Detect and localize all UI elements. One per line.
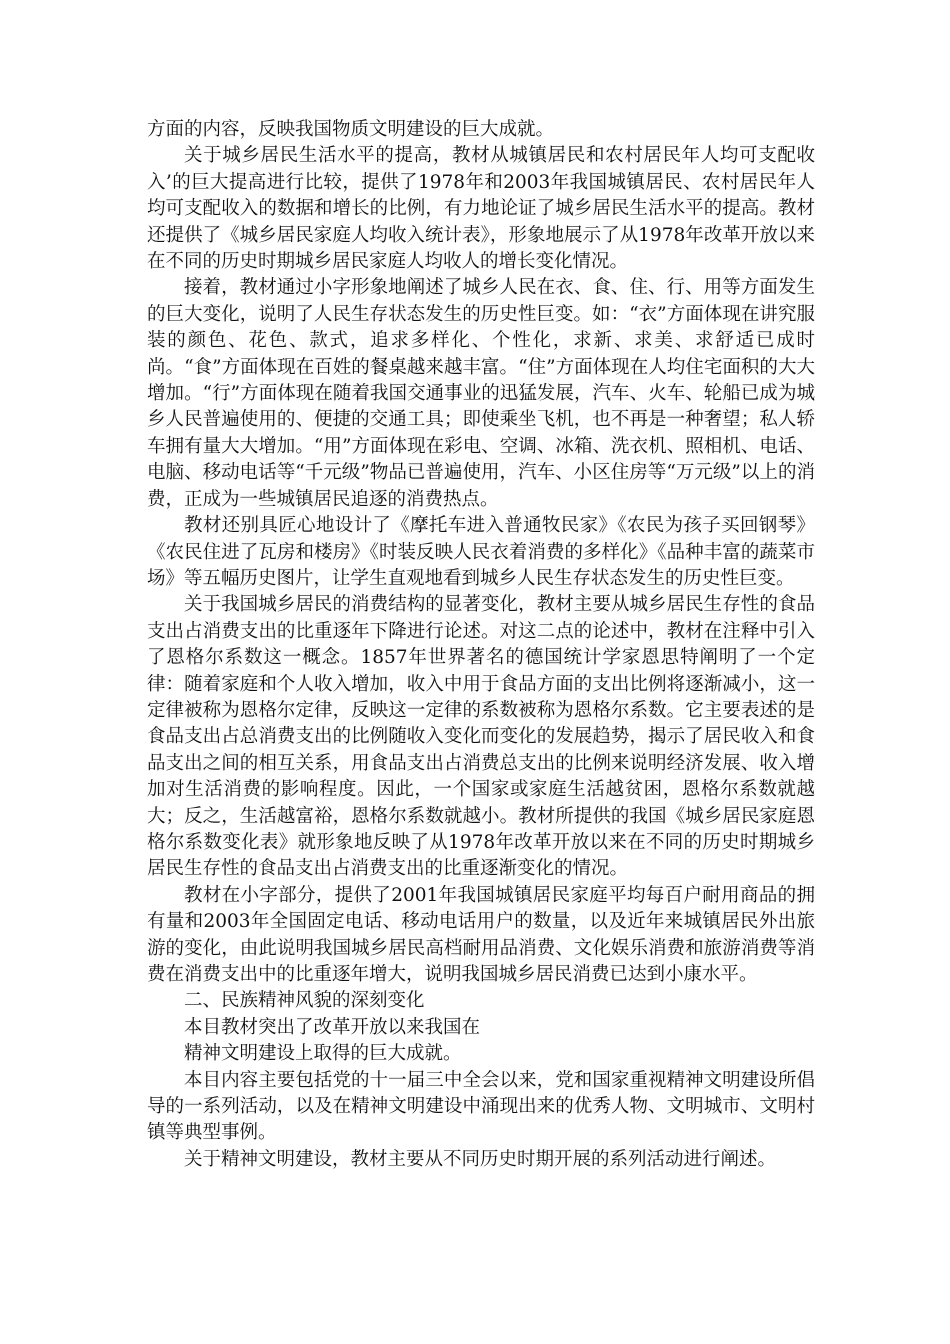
paragraph-section-intro-2: 精神文明建设上取得的巨大成就。 bbox=[184, 1043, 462, 1065]
paragraph-lifestyle-changes: 接着，教材通过小字形象地阐述了城乡人民在衣、食、住、行、用等方面发生的巨大变化，说明了人民生存状态发生的历史性巨变。如：“衣”方面体现在讲究服装的颜色、花色、款式，追求多样化、个性化，求新、求美、求舒适已成时尚。“食”方面体现在百姓的餐桌越来越丰富。“住”方面体现在人均住宅面积的大大增加。“行”方面体现在随着我国交通事业的迅猛发展，汽车、火车、轮船已成为城乡人民普遍使用的、便捷的交通工具；即使乘坐飞机，也不再是一种奢望；私人轿车拥有量大大增加。“用”方面体现在彩电、空调、冰箱、洗衣机、照相机、电话、电脑、移动电话等“千元级”物品已普遍使用，汽车、小区住房等“万元级”以上的消费，正成为一些城镇居民追逐的消费热点。 bbox=[147, 277, 815, 510]
paragraph-spiritual-civilization: 关于精神文明建设，教材主要从不同历史时期开展的系列活动进行阐述。 bbox=[184, 1148, 777, 1170]
paragraph-historical-pictures: 教材还别具匠心地设计了《摩托车进入普通牧民家》《农民为孩子买回钢琴》《农民住进了瓦房和楼房》《时装反映人民衣着消费的多样化》《品种丰富的蔬菜市场》等五幅历史图片，让学生直观地看到城乡人民生存状态发生的历史性巨变。 bbox=[147, 515, 815, 589]
section-heading: 二、民族精神风貌的深刻变化 bbox=[184, 990, 425, 1012]
paragraph-durable-goods: 教材在小字部分，提供了2001年我国城镇居民家庭平均每百户耐用商品的拥有量和2003年全国固定电话、移动电话用户的数量，以及近年来城镇居民外出旅游的变化，由此说明我国城乡居民高档耐用品消费、文化娱乐消费和旅游消费等消费在消费支出中的比重逐年增大，说明我国城乡居民消费已达到小康水平。 bbox=[147, 884, 815, 985]
paragraph-continuation: 方面的内容，反映我国物质文明建设的巨大成就。 bbox=[147, 119, 555, 140]
paragraph-section-content: 本目内容主要包括党的十一届三中全会以来，党和国家重视精神文明建设所倡导的一系列活动，以及在精神文明建设中涌现出来的优秀人物、文明城市、文明村镇等典型事例。 bbox=[147, 1069, 815, 1144]
paragraph-section-intro-1: 本目教材突出了改革开放以来我国在 bbox=[184, 1016, 481, 1038]
paragraph-engel-coefficient: 关于我国城乡居民的消费结构的显著变化，教材主要从城乡居民生存性的食品支出占消费支出的比重逐年下降进行论述。对这二点的论述中，教材在注释中引入了恩格尔系数这一概念。1857年世界著名的德国统计学家恩思特阐明了一个定律：随着家庭和个人收入增加，收入中用于食品方面的支出比例将逐渐减小，这一定律被称为恩格尔定律，反映这一定律的系数被称为恩格尔系数。它主要表述的是食品支出占总消费支出的比例随收入变化而变化的发展趋势，揭示了居民收入和食品支出之间的相互关系，用食品支出占消费总支出的比例来说明经济发展、收入增加对生活消费的影响程度。因此，一个国家或家庭生活越贫困，恩格尔系数就越大；反之，生活越富裕，恩格尔系数就越小。教材所提供的我国《城乡居民家庭恩格尔系数变化表》就形象地反映了从1978年改革开放以来在不同的历史时期城乡居民生存性的食品支出占消费支出的比重逐渐变化的情况。 bbox=[147, 594, 815, 880]
document-page bbox=[147, 117, 815, 1173]
paragraph-living-standard: 关于城乡居民生活水平的提高，教材从城镇居民和农村居民年人均可支配收入’的巨大提高进行比较，提供了1978年和2003年我国城镇居民、农村居民年人均可支配收入的数据和增长的比例，有力地论证了城乡居民生活水平的提高。教材还提供了《城乡居民家庭人均收入统计表》，形象地展示了从1978年改革开放以来在不同的历史时期城乡居民家庭人均收人的增长变化情况。 bbox=[147, 145, 815, 273]
